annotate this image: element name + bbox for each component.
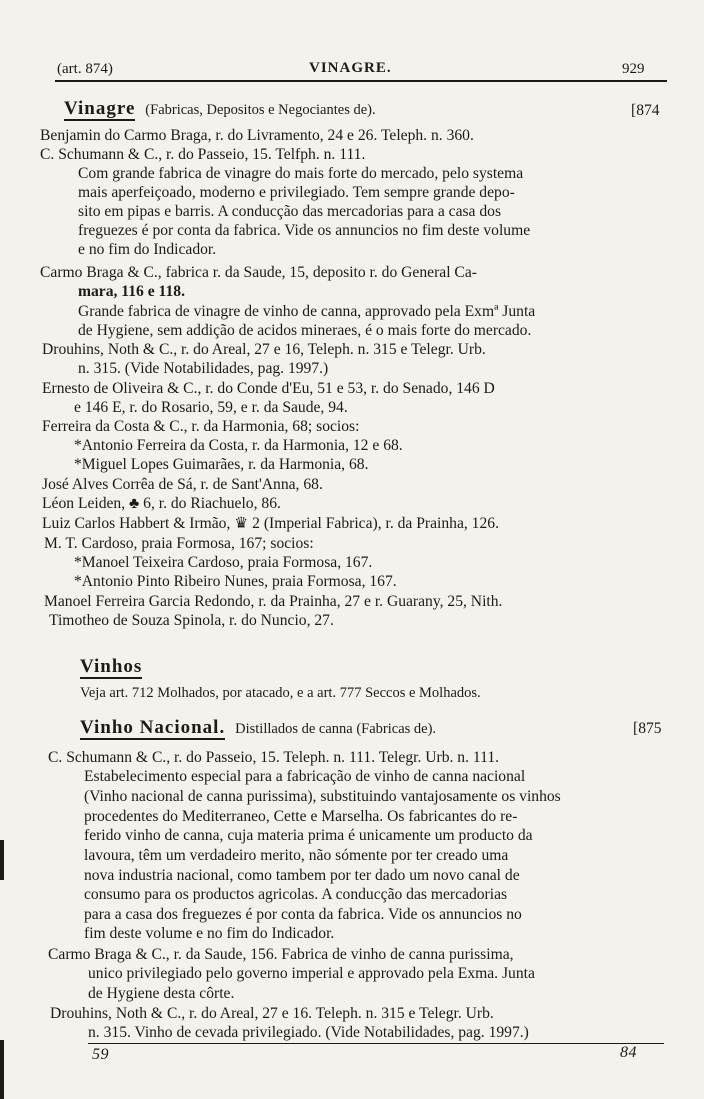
- entry-line: Com grande fabrica de vinagre do mais forte do mercado, pelo systema: [78, 165, 524, 182]
- entry-line: de Hygiene, sem addição de acidos mineraes, é o mais forte do mercado.: [78, 322, 532, 339]
- entry-line: Grande fabrica de vinagre de vinho de canna, approvado pela Exmª Junta: [78, 303, 536, 320]
- entry-line: ferido vinho de canna, cuja materia prima é unicamente um producto da: [84, 827, 533, 844]
- entry-line: C. Schumann & C., r. do Passeio, 15. Teleph. n. 111. Telegr. Urb. n. 111.: [48, 749, 500, 766]
- section-heading-vinagre: [64, 99, 376, 121]
- entry-line: lavoura, têm um verdadeiro merito, não sómente por ter creado uma: [84, 847, 509, 864]
- footer-right-number: 84: [620, 1044, 637, 1061]
- entry-line: Ferreira da Costa & C., r. da Harmonia, 68; socios:: [42, 418, 360, 435]
- section-title: Vinhos: [80, 656, 143, 677]
- entry-line: Veja art. 712 Molhados, por atacado, e a art. 777 Seccos e Molhados.: [80, 685, 481, 701]
- entry-line: *Manoel Teixeira Cardoso, praia Formosa, 167.: [74, 554, 373, 571]
- binding-mark: [0, 840, 4, 880]
- entry-line: (Vinho nacional de canna purissima), substituindo vantajosamente os vinhos: [84, 788, 561, 805]
- section-article-ref: [875: [633, 720, 662, 737]
- entry-line: mais aperfeiçoado, moderno e privilegiado. Tem sempre grande depo-: [78, 184, 515, 201]
- header-article-ref: (art. 874): [57, 61, 113, 77]
- entry-line: *Miguel Lopes Guimarães, r. da Harmonia, 68.: [74, 456, 369, 473]
- header-rule: [55, 80, 667, 82]
- section-heading-vinhos: [80, 657, 142, 679]
- entry-line: M. T. Cardoso, praia Formosa, 167; socios:: [44, 535, 314, 552]
- entry-line: n. 315. (Vide Notabilidades, pag. 1997.): [78, 360, 329, 377]
- footer-left-number: 59: [92, 1046, 109, 1063]
- section-article-ref: [874: [631, 102, 660, 119]
- entry-line: Manoel Ferreira Garcia Redondo, r. da Prainha, 27 e r. Guarany, 25, Nith.: [44, 593, 503, 610]
- entry-line: José Alves Corrêa de Sá, r. de Sant'Anna, 68.: [42, 476, 323, 493]
- section-heading-vinho-nacional: [80, 718, 436, 740]
- entry-line: Drouhins, Noth & C., r. do Areal, 27 e 16, Teleph. n. 315 e Telegr. Urb.: [42, 341, 486, 358]
- entry-line: mara, 116 e 118.: [78, 283, 185, 300]
- entry-line: n. 315. Vinho de cevada privilegiado. (Vide Notabilidades, pag. 1997.): [88, 1024, 529, 1041]
- section-description: Distillados de canna (Fabricas de).: [235, 721, 437, 737]
- entry-line: Léon Leiden, ♣ 6, r. do Riachuelo, 86.: [42, 495, 281, 512]
- entry-line: *Antonio Pinto Ribeiro Nunes, praia Formosa, 167.: [74, 573, 397, 590]
- entry-line: freguezes é por conta da fabrica. Vide os annuncios no fim deste volume: [78, 222, 531, 239]
- entry-line: para a casa dos freguezes é por conta da fabrica. Vide os annuncios no: [84, 906, 522, 923]
- footer-rule: [88, 1043, 664, 1044]
- entry-line: e 146 E, r. do Rosario, 59, e r. da Saude, 94.: [74, 399, 348, 416]
- entry-line: *Antonio Ferreira da Costa, r. da Harmonia, 12 e 68.: [74, 437, 403, 454]
- section-description: (Fabricas, Depositos e Negociantes de).: [145, 102, 376, 118]
- entry-line: procedentes do Mediterraneo, Cette e Marselha. Os fabricantes do re-: [84, 808, 518, 825]
- binding-mark: [0, 1040, 4, 1099]
- entry-line: C. Schumann & C., r. do Passeio, 15. Telfph. n. 111.: [40, 146, 366, 163]
- entry-line: unico privilegiado pelo governo imperial e approvado pela Exma. Junta: [88, 965, 535, 982]
- entry-line: e no fim do Indicador.: [78, 241, 217, 258]
- section-title: Vinho Nacional.: [80, 717, 226, 738]
- entry-line: Luiz Carlos Habbert & Irmão, ♛ 2 (Imperial Fabrica), r. da Prainha, 126.: [42, 515, 499, 532]
- entry-line: Carmo Braga & C., fabrica r. da Saude, 15, deposito r. do General Ca-: [40, 264, 477, 281]
- entry-line: Timotheo de Souza Spinola, r. do Nuncio, 27.: [49, 612, 334, 629]
- header-page-number: 929: [622, 61, 645, 77]
- entry-line: fim deste volume e no fim do Indicador.: [84, 925, 335, 942]
- entry-line: Carmo Braga & C., r. da Saude, 156. Fabrica de vinho de canna purissima,: [48, 946, 514, 963]
- entry-line: Estabelecimento especial para a fabricação de vinho de canna nacional: [84, 768, 526, 785]
- entry-line: Benjamin do Carmo Braga, r. do Livramento, 24 e 26. Teleph. n. 360.: [40, 127, 474, 144]
- entry-line: Drouhins, Noth & C., r. do Areal, 27 e 16. Teleph. n. 315 e Telegr. Urb.: [50, 1005, 494, 1022]
- entry-line: Ernesto de Oliveira & C., r. do Conde d'Eu, 51 e 53, r. do Senado, 146 D: [42, 380, 495, 397]
- entry-line: de Hygiene desta côrte.: [88, 985, 235, 1002]
- entry-line: sito em pipas e barris. A conducção das mercadorias para a casa dos: [78, 203, 502, 220]
- entry-line: nova industria nacional, como tambem por ter dado um novo canal de: [84, 867, 520, 884]
- entry-line: consumo para os productos agricolas. A conducção das mercadorias: [84, 886, 508, 903]
- header-title: VINAGRE.: [309, 60, 392, 76]
- section-title: Vinagre: [64, 98, 136, 119]
